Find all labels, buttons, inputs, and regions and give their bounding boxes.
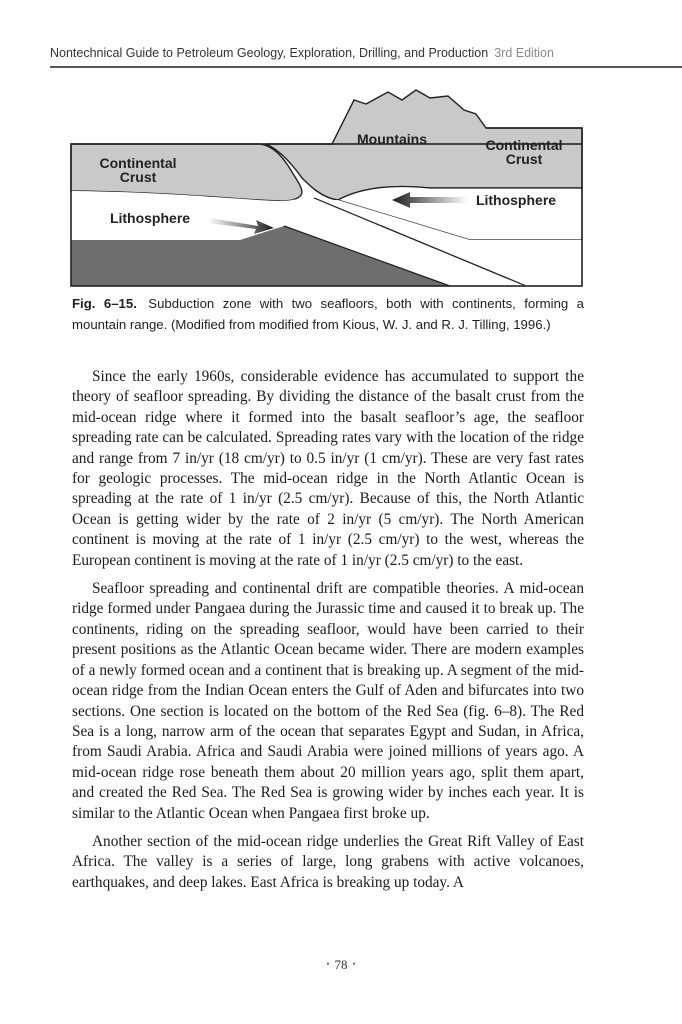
figure-label: Fig. 6–15. [72,296,137,311]
left-lithosphere-label: Lithosphere [109,210,191,226]
subduction-figure [70,88,584,290]
left-crust-label-1: Continental [99,155,177,171]
paragraph: Seafloor spreading and continental drift are compatible theories. A mid-ocean ridge formed under Pangaea during the Jurassic time and caused it to break up. The continents, riding on the spreading seafloor, would have been carried to their present positions as the Atlantic Ocean became wider. There are modern examples of a newly formed ocean and a continent that is breaking up. A segment of the mid-ocean ridge from the Indian Ocean enters the Gulf of Aden and bifurcates into two sections. One section is located on the bottom of the Red Sea (fig. 6–8). The Red Sea is a long, narrow arm of the ocean that separates Egypt and Sudan, in Africa, from Saudi Arabia. Africa and Saudi Arabia were joined millions of years ago. A mid-ocean ridge rose beneath them about 20 million years ago, split them apart, and created the Red Sea. The Red Sea is growing wider by inches each year. It is similar to the Atlantic Ocean when Pangaea first broke up. [72,580,584,822]
header-rule [50,66,682,68]
body-text [72,367,584,901]
book-title: Nontechnical Guide to Petroleum Geology, Exploration, Drilling, and Production [50,46,489,60]
right-crust-label-2: Crust [505,151,543,167]
right-lithosphere-label: Lithosphere [475,192,557,208]
page-number: 78 [334,957,348,972]
paragraph: Since the early 1960s, considerable evidence has accumulated to support the theory of seafloor spreading. By dividing the distance of the basalt crust from the mid-ocean ridge where it formed into the basalt seafloor’s age, the seafloor spreading rate can be calculated. Spreading rates vary with the location of the ridge and range from 7 in/yr (18 cm/yr) to 0.5 in/yr (1 cm/yr). These are very fast rates for geologic processes. The mid-ocean ridge in the North Atlantic Ocean is spreading at the rate of 1 in/yr (2.5 cm/yr). Because of this, the North Atlantic Ocean is getting wider by the rate of 2 in/yr (5 cm/yr). The North American continent is moving at the rate of 1 in/yr (2.5 cm/yr) to the west, whereas the European continent is moving at the rate of 1 in/yr (2.5 cm/yr) to the east. [72,368,584,569]
paragraph: Another section of the mid-ocean ridge underlies the Great Rift Valley of East Africa. The valley is a series of large, long grabens with active volcanoes, earthquakes, and deep lakes. East Africa is breaking up today. A [72,832,584,891]
caption-text: Subduction zone with two seafloors, both with continents, forming a mountain range. (Modified from modified from Kious, W. J. and R. J. Tilling, 1996.) [72,296,584,332]
figure-caption [72,293,584,335]
bullet-right: • [352,959,356,969]
bullet-left: • [326,959,330,969]
edition-label: 3rd Edition [494,46,554,60]
page-footer [0,957,682,973]
left-crust-label-2: Crust [119,169,157,185]
mountains-label: Mountains [357,131,427,147]
right-crust-label-1: Continental [485,137,563,153]
subduction-diagram [70,88,584,290]
running-head [50,46,682,60]
